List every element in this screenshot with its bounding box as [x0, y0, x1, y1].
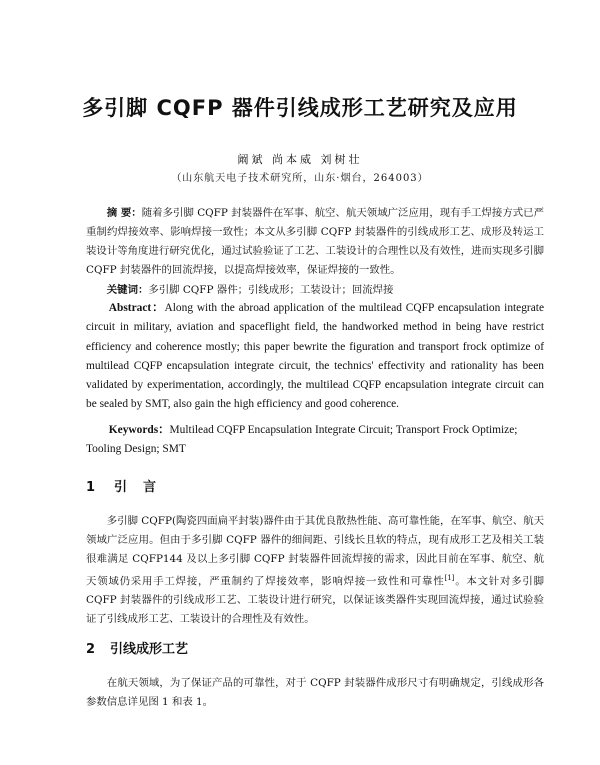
section-1-body: 多引脚 CQFP(陶瓷四面扁平封装)器件由于其优良散热性能、高可靠性能，在军事、航空、航天领域广泛应用。但由于多引脚 CQFP 器件的细间距、引线长且软的特点，现有成形工艺及相关工装很难满足 CQFP144 及以上多引脚 CQFP 封装器件回流焊接的需求，因此目前在军事、航空、航天领域仍采用手工焊接，严重制约了焊接效率，影响焊接一致性和可靠性: [86, 515, 544, 588]
keywords-en-text: Multilead CQFP Encapsulation Integrate Circuit; Transport Frock Optimize; Tooling Design; SMT: [86, 424, 518, 455]
author-list: 阚斌 尚本威 刘树壮: [237, 153, 363, 166]
section-1-body-tail: 。本文针对多引脚 CQFP 封装器件的引线成形工艺、工装设计进行研究，以保证该类器件实现回流焊接，通过试验验证了引线成形工艺、工装设计的合理性及有效性。: [86, 575, 545, 626]
section-2-number: 2: [86, 642, 96, 657]
author-affiliation: （山东航天电子技术研究所，山东·烟台，264003）: [171, 173, 429, 184]
section-2-title: 引线成形工艺: [110, 642, 189, 657]
section-1-title: 引言: [114, 480, 173, 495]
section-2-paragraph: [86, 674, 544, 712]
abstract-en-text: Along with the abroad application of the multilead CQFP encapsulation integrate circuit in military, aviation and spaceflight field, the handworked method in being have restrict efficiency and coherence mostly; this paper bewrite the figuration and transport frock optimize of multilead CQFP encapsulation integrate circuit, the technics' effectivity and rationality has been validated by experimentation, accordingly, the multilead CQFP encapsulation integrate circuit can be sealed by SMT, also gain the high efficiency and good coherence.: [86, 302, 544, 411]
section-1-number: 1: [86, 480, 96, 495]
abstract-cn-text: 随着多引脚 CQFP 封装器件在军事、航空、航天领域广泛应用，现有手工焊接方式已严重制约焊接效率、影响焊接一致性；本文从多引脚 CQFP 封装器件的引线成形工艺、成形及转运工装设计等角度进行研究优化，通过试验验证了工艺、工装设计的合理性以及有效性，进而实现多引脚 CQFP 封装器件的回流焊接，以提高焊接效率，保证焊接的一致性。: [86, 207, 544, 276]
section-2-heading: [86, 638, 188, 657]
abstract-chinese: [86, 204, 544, 280]
citation-ref: [1]: [444, 574, 455, 582]
abstract-cn-label: 摘 要：: [106, 207, 142, 219]
section-2-body: 在航天领域，为了保证产品的可靠性，对于 CQFP 封装器件成形尺寸有明确规定，引线成形各参数信息详见图 1 和表 1。: [86, 677, 544, 708]
keywords-chinese: [86, 281, 544, 300]
abstract-en-label: Abstract：: [108, 302, 165, 314]
keywords-english: [86, 421, 544, 459]
paper-title: 多引脚 CQFP 器件引线成形工艺研究及应用: [82, 96, 518, 120]
abstract-english: [86, 299, 544, 415]
keywords-cn-text: 多引脚 CQFP 器件；引线成形；工装设计；回流焊接: [148, 284, 394, 296]
section-1-heading: [86, 476, 172, 495]
keywords-cn-label: 关键词：: [106, 284, 149, 296]
keywords-en-label: Keywords：: [108, 424, 170, 436]
section-1-paragraph: [86, 512, 544, 629]
